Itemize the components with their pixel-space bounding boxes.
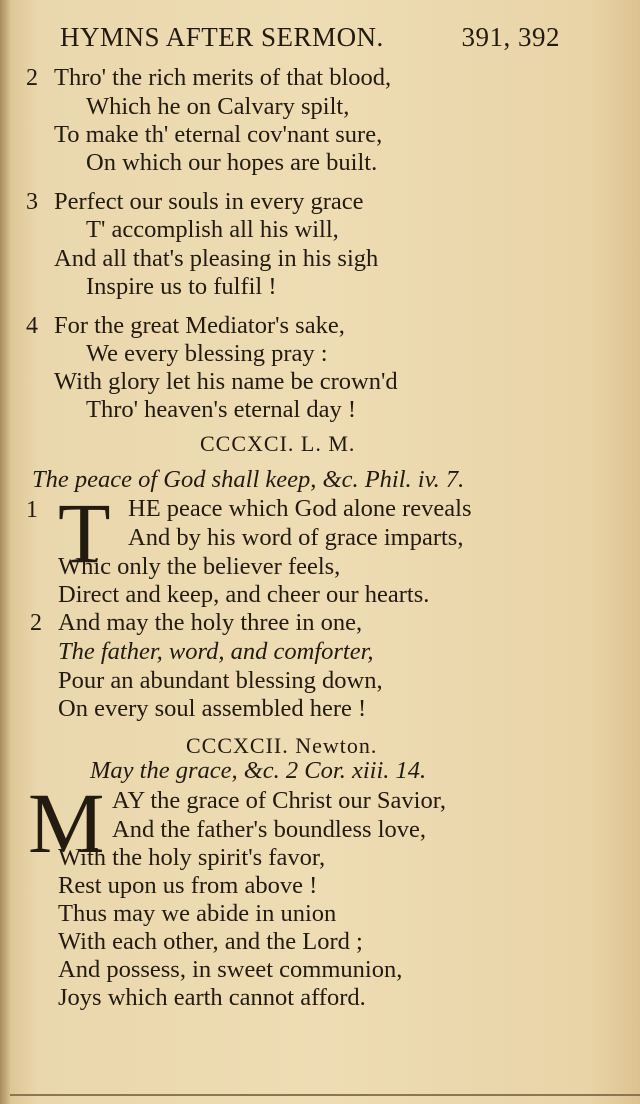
verse-line: And by his word of grace imparts, bbox=[128, 524, 464, 551]
verse-line: Thus may we abide in union bbox=[58, 900, 337, 927]
drop-cap: M bbox=[28, 775, 105, 871]
verse-line: With the holy spirit's favor, bbox=[58, 844, 326, 871]
stanza-number: 4 bbox=[26, 313, 38, 339]
verse-line: Joys which earth cannot afford. bbox=[58, 984, 366, 1011]
verse-line: On which our hopes are built. bbox=[86, 149, 378, 176]
stanza-number: 1 bbox=[26, 497, 38, 523]
hymn-heading: CCCXCI. L. M. bbox=[200, 431, 356, 456]
verse-line: And possess, in sweet communion, bbox=[58, 956, 403, 983]
verse-line: The father, word, and comforter, bbox=[58, 638, 374, 665]
verse-line: Thro' the rich merits of that blood, bbox=[54, 64, 392, 91]
verse-line: Direct and keep, and cheer our hearts. bbox=[58, 581, 430, 608]
verse-line: AY the grace of Christ our Savior, bbox=[112, 787, 447, 814]
stanza-number: 3 bbox=[26, 189, 38, 215]
verse-line: Whic only the believer feels, bbox=[58, 553, 341, 580]
hymn-epigraph: The peace of God shall keep, &c. Phil. iv. 7. bbox=[32, 466, 465, 493]
stanza-number: 2 bbox=[26, 65, 38, 91]
verse-line: Which he on Calvary spilt, bbox=[86, 93, 350, 120]
drop-cap: T bbox=[58, 485, 111, 581]
verse-line: Pour an abundant blessing down, bbox=[58, 667, 383, 694]
page-numbers: 391, 392 bbox=[461, 22, 560, 52]
verse-line: Inspire us to fulfil ! bbox=[86, 273, 277, 300]
verse-line: T' accomplish all his will, bbox=[86, 216, 339, 243]
verse-line: With glory let his name be crown'd bbox=[54, 368, 398, 395]
verse-line: And may the holy three in one, bbox=[58, 609, 363, 636]
verse-line: To make th' eternal cov'nant sure, bbox=[54, 121, 383, 148]
verse-line: HE peace which God alone reveals bbox=[128, 495, 472, 522]
verse-line: With each other, and the Lord ; bbox=[58, 928, 363, 955]
page-bottom-edge bbox=[10, 1094, 640, 1096]
verse-line: Thro' heaven's eternal day ! bbox=[86, 396, 357, 423]
verse-line: On every soul assembled here ! bbox=[58, 695, 367, 722]
verse-line: We every blessing pray : bbox=[86, 340, 328, 367]
verse-line: Perfect our souls in every grace bbox=[54, 188, 364, 215]
header-title: HYMNS AFTER SERMON. bbox=[60, 22, 384, 52]
verse-line: For the great Mediator's sake, bbox=[54, 312, 345, 339]
verse-line: And all that's pleasing in his sigh bbox=[54, 245, 379, 272]
stanza-number: 2 bbox=[30, 610, 42, 636]
page-gutter bbox=[0, 0, 10, 1104]
hymn-heading: CCCXCII. Newton. bbox=[186, 733, 378, 758]
verse-line: Rest upon us from above ! bbox=[58, 872, 318, 899]
hymn-epigraph: May the grace, &c. 2 Cor. xiii. 14. bbox=[90, 757, 427, 784]
verse-line: And the father's boundless love, bbox=[112, 816, 427, 843]
